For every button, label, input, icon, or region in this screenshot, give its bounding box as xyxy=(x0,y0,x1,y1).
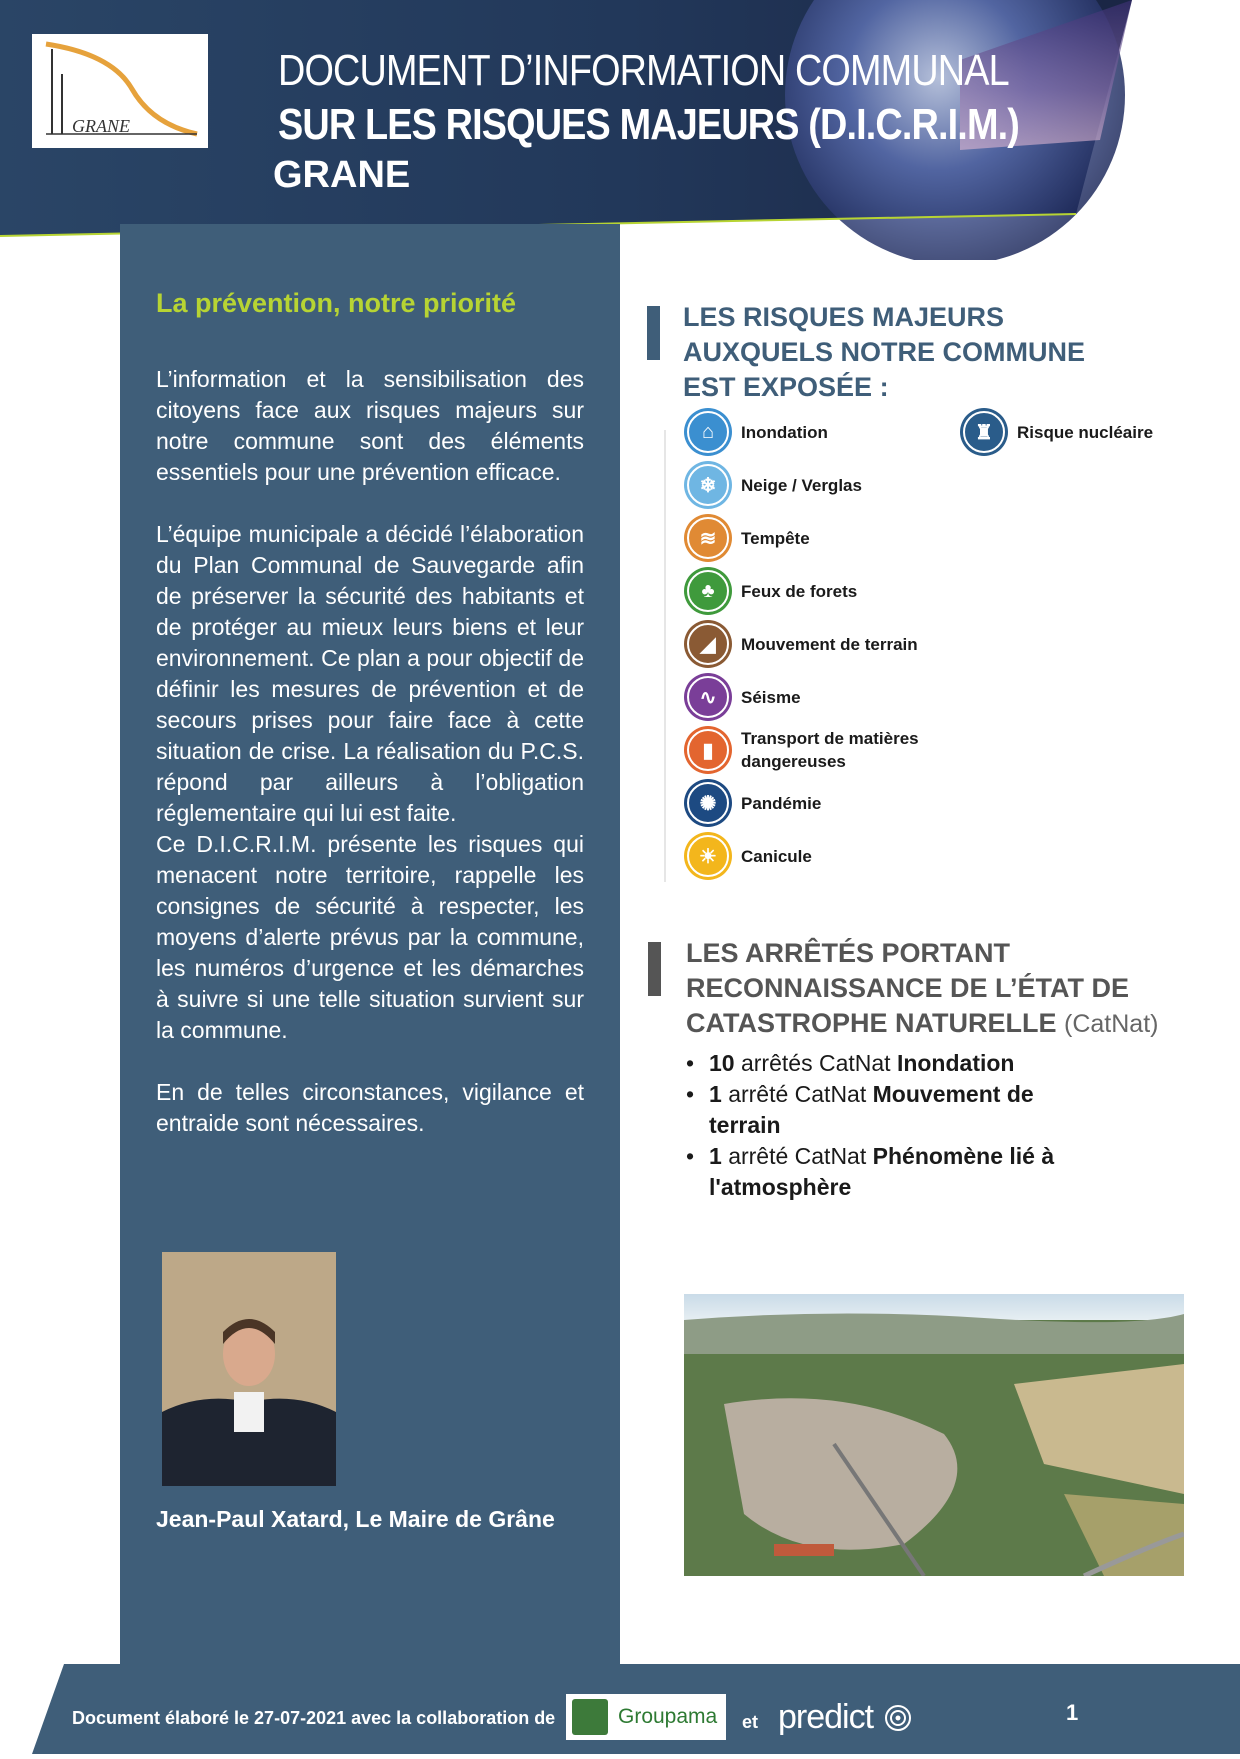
commune-name: GRANE xyxy=(273,154,411,196)
list-item: • 1 arrêté CatNat Mouvement de terrain xyxy=(686,1079,1106,1141)
risk-item-inondation: ⌂ Inondation xyxy=(684,408,828,456)
groupama-mark-icon xyxy=(572,1699,608,1735)
risk-item-feux: ♣ Feux de forets xyxy=(684,567,857,615)
intro-paragraph: Ce D.I.C.R.I.M. présente les risques qui menacent notre territoire, rappelle les consignes de sécurité à respecter, les moyens d’alerte prévus par la commune, les numéros d’urgence et les démarches à suivre si une telle situation survient sur la commune. xyxy=(156,831,584,1043)
nuclear-plant-icon: ♜ xyxy=(960,408,1008,456)
virus-icon: ✺ xyxy=(684,779,732,827)
page-number: 1 xyxy=(1066,1700,1079,1725)
earthquake-icon: ∿ xyxy=(684,673,732,721)
risk-list-divider xyxy=(664,430,666,882)
flood-icon: ⌂ xyxy=(684,408,732,456)
risk-item-nucleaire: ♜ Risque nucléaire xyxy=(960,408,1153,456)
intro-text xyxy=(156,364,584,1139)
risk-item-neige: ❄ Neige / Verglas xyxy=(684,461,862,509)
svg-text:GRANE: GRANE xyxy=(72,116,130,136)
document-title-line1: DOCUMENT D’INFORMATION COMMUNAL xyxy=(278,46,1009,95)
sun-icon: ☀ xyxy=(684,832,732,880)
predict-logo: predict xyxy=(778,1698,874,1736)
intro-paragraph: L’information et la sensibilisation des citoyens face aux risques majeurs sur notre commune sont des éléments essentiels pour une prévention efficace. xyxy=(156,366,584,485)
risk-item-seisme: ∿ Séisme xyxy=(684,673,801,721)
snowflake-icon: ❄ xyxy=(684,461,732,509)
commune-logo xyxy=(32,34,208,148)
intro-heading: La prévention, notre priorité xyxy=(156,288,517,318)
mayor-photo xyxy=(162,1252,336,1486)
groupama-logo: Groupama xyxy=(566,1694,726,1740)
intro-paragraph: En de telles circonstances, vigilance et entraide sont nécessaires. xyxy=(156,1079,584,1136)
risk-item-transport: ▮ Transport de matières dangereuses xyxy=(684,726,919,774)
footer-credit: Document élaboré le 27-07-2021 avec la collaboration de xyxy=(72,1708,556,1728)
aerial-village-photo xyxy=(684,1294,1184,1576)
risk-item-tempete: ≋ Tempête xyxy=(684,514,810,562)
mayor-name: Jean-Paul Xatard, Le Maire de Grâne xyxy=(156,1506,555,1532)
footer-et: et xyxy=(742,1712,759,1732)
intro-paragraph: L’équipe municipale a décidé l’élaboration du Plan Communal de Sauvegarde afin de préserver la sécurité des habitants et de protéger au mieux leurs biens et leur environnement. Ce plan a pour objectif de définir les mesures de prévention et de secours prises pour faire face à cette situation de crise. La réalisation du P.C.S. répond par ailleurs à l’obligation réglementaire qui lui est faite. xyxy=(156,521,584,826)
section-marker xyxy=(648,942,661,996)
risks-heading: LES RISQUES MAJEURS AUXQUELS NOTRE COMMUNE EST EXPOSÉE : xyxy=(683,302,1086,402)
catnat-list xyxy=(686,1048,1106,1203)
storm-icon: ≋ xyxy=(684,514,732,562)
risk-item-canicule: ☀ Canicule xyxy=(684,832,812,880)
list-item: • 10 arrêtés CatNat Inondation xyxy=(686,1048,1106,1079)
forest-fire-icon: ♣ xyxy=(684,567,732,615)
hazmat-truck-icon: ▮ xyxy=(684,726,732,774)
list-item: • 1 arrêté CatNat Phénomène lié à l'atmosphère xyxy=(686,1141,1106,1203)
risk-item-mouvement: ◢ Mouvement de terrain xyxy=(684,620,918,668)
risk-item-pandemie: ✺ Pandémie xyxy=(684,779,821,827)
header-banner xyxy=(0,0,1240,260)
catnat-heading: LES ARRÊTÉS PORTANT RECONNAISSANCE DE L’ÉTAT DE CATASTROPHE NATURELLE (CatNat) xyxy=(686,938,1159,1038)
section-marker xyxy=(647,306,660,360)
predict-target-icon xyxy=(884,1704,912,1732)
landslide-icon: ◢ xyxy=(684,620,732,668)
document-title-line2: SUR LES RISQUES MAJEURS (D.I.C.R.I.M.) xyxy=(278,100,1020,149)
